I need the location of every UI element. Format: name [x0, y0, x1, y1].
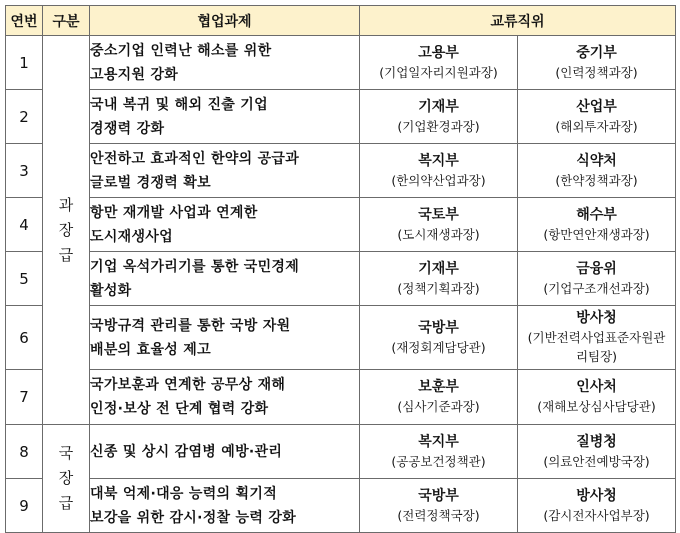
- exchange-b-cell: [518, 370, 676, 425]
- row-number: 3: [6, 144, 43, 198]
- task-line: 항만 재개발 사업과 연계한: [90, 204, 258, 221]
- agency-name: 산업부: [576, 98, 617, 115]
- table-row: [6, 198, 676, 252]
- task-line: 신종 및 상시 감염병 예방·관리: [90, 443, 283, 460]
- table-row: [6, 252, 676, 306]
- dept-name: (항만연안재생과장): [543, 226, 650, 242]
- table-row: [6, 479, 676, 533]
- agency-name: 국방부: [418, 319, 459, 336]
- agency-name: 국토부: [418, 206, 459, 223]
- dept-name: (기업환경과장): [397, 118, 480, 134]
- task-line: 국내 복귀 및 해외 진출 기업: [90, 96, 268, 113]
- row-number: 7: [6, 370, 43, 425]
- exchange-b-cell: [518, 306, 676, 370]
- agency-name: 기재부: [418, 98, 459, 115]
- dept-name: (기반전력사업표준자원관리팀장): [527, 330, 666, 364]
- agency-name: 복지부: [418, 152, 459, 169]
- dept-name: (기업일자리지원과장): [379, 64, 498, 80]
- task-line: 국가보훈과 연계한 공무상 재해: [90, 377, 286, 393]
- dept-name: (의료안전예방국장): [543, 453, 650, 469]
- agency-name: 고용부: [418, 44, 459, 61]
- agency-name: 기재부: [418, 260, 459, 277]
- task-line: 배분의 효율성 제고: [90, 341, 211, 358]
- header-task: 협업과제: [90, 6, 360, 36]
- task-line: 기업 옥석가리기를 통한 국민경제: [90, 258, 300, 275]
- row-number: 8: [6, 425, 43, 479]
- task-line: 국방규격 관리를 통한 국방 자원: [90, 317, 291, 334]
- cooperation-table: [5, 5, 676, 533]
- exchange-a-cell: [360, 306, 518, 370]
- exchange-b-cell: [518, 90, 676, 144]
- row-number: 5: [6, 252, 43, 306]
- group-cell: [43, 425, 90, 533]
- agency-name: 복지부: [418, 433, 459, 450]
- exchange-a-cell: [360, 479, 518, 533]
- table-row: [6, 306, 676, 370]
- task-cell: [90, 479, 360, 533]
- agency-name: 식약처: [576, 152, 617, 169]
- row-number: 2: [6, 90, 43, 144]
- exchange-a-cell: [360, 90, 518, 144]
- agency-name: 국방부: [418, 487, 459, 504]
- task-cell: [90, 370, 360, 425]
- agency-name: 방사청: [576, 487, 617, 504]
- table-row: [6, 425, 676, 479]
- task-cell: [90, 306, 360, 370]
- dept-name: (도시재생과장): [397, 226, 480, 242]
- dept-name: (공공보건정책관): [391, 453, 486, 469]
- agency-name: 방사청: [576, 310, 617, 326]
- task-line: 대북 억제·대응 능력의 획기적: [90, 485, 278, 502]
- task-line: 경쟁력 강화: [90, 120, 165, 137]
- agency-name: 질병청: [576, 433, 617, 450]
- dept-name: (재해보상심사담당관): [537, 399, 656, 414]
- task-line: 안전하고 효과적인 한약의 공급과: [90, 150, 300, 167]
- exchange-b-cell: [518, 36, 676, 90]
- dept-name: (한약정책과장): [555, 172, 638, 188]
- task-line: 고용지원 강화: [90, 66, 179, 83]
- exchange-a-cell: [360, 425, 518, 479]
- exchange-b-cell: [518, 252, 676, 306]
- agency-name: 해수부: [576, 206, 617, 223]
- exchange-b-cell: [518, 144, 676, 198]
- agency-name: 인사처: [576, 379, 617, 395]
- table-row: [6, 144, 676, 198]
- table-row: [6, 36, 676, 90]
- exchange-a-cell: [360, 198, 518, 252]
- task-cell: [90, 425, 360, 479]
- dept-name: (전력정책국장): [397, 507, 480, 523]
- row-number: 4: [6, 198, 43, 252]
- exchange-b-cell: [518, 479, 676, 533]
- task-cell: [90, 90, 360, 144]
- task-cell: [90, 198, 360, 252]
- agency-name: 금융위: [576, 260, 617, 277]
- dept-name: (정책기획과장): [397, 280, 480, 296]
- task-cell: [90, 252, 360, 306]
- exchange-a-cell: [360, 144, 518, 198]
- task-line: 글로벌 경쟁력 확보: [90, 174, 211, 191]
- header-group: 구분: [43, 6, 90, 36]
- exchange-a-cell: [360, 36, 518, 90]
- dept-name: (한의약산업과장): [391, 172, 486, 188]
- exchange-a-cell: [360, 252, 518, 306]
- exchange-a-cell: [360, 370, 518, 425]
- row-number: 1: [6, 36, 43, 90]
- group-label: 국장급: [58, 444, 74, 512]
- table-row: [6, 370, 676, 425]
- agency-name: 보훈부: [418, 379, 459, 395]
- exchange-b-cell: [518, 425, 676, 479]
- agency-name: 중기부: [576, 44, 617, 61]
- dept-name: (해외투자과장): [555, 118, 638, 134]
- group-cell: [43, 36, 90, 425]
- header-exchange: 교류직위: [360, 6, 676, 36]
- task-line: 활성화: [90, 282, 132, 299]
- task-line: 도시재생사업: [90, 228, 173, 245]
- header-no: 연번: [6, 6, 43, 36]
- table-row: [6, 90, 676, 144]
- dept-name: (인력정책과장): [555, 64, 638, 80]
- group-label: 과장급: [58, 195, 74, 264]
- dept-name: (심사기준과장): [397, 399, 480, 414]
- task-line: 중소기업 인력난 해소를 위한: [90, 42, 272, 59]
- row-number: 9: [6, 479, 43, 533]
- task-cell: [90, 144, 360, 198]
- dept-name: (재정회계담당관): [391, 339, 486, 355]
- row-number: 6: [6, 306, 43, 370]
- header-row: [6, 6, 676, 36]
- task-cell: [90, 36, 360, 90]
- exchange-b-cell: [518, 198, 676, 252]
- task-line: 보강을 위한 감시·정찰 능력 강화: [90, 509, 297, 526]
- dept-name: (감시전자사업부장): [543, 507, 650, 523]
- task-line: 인정·보상 전 단계 협력 강화: [90, 401, 269, 417]
- dept-name: (기업구조개선과장): [543, 280, 650, 296]
